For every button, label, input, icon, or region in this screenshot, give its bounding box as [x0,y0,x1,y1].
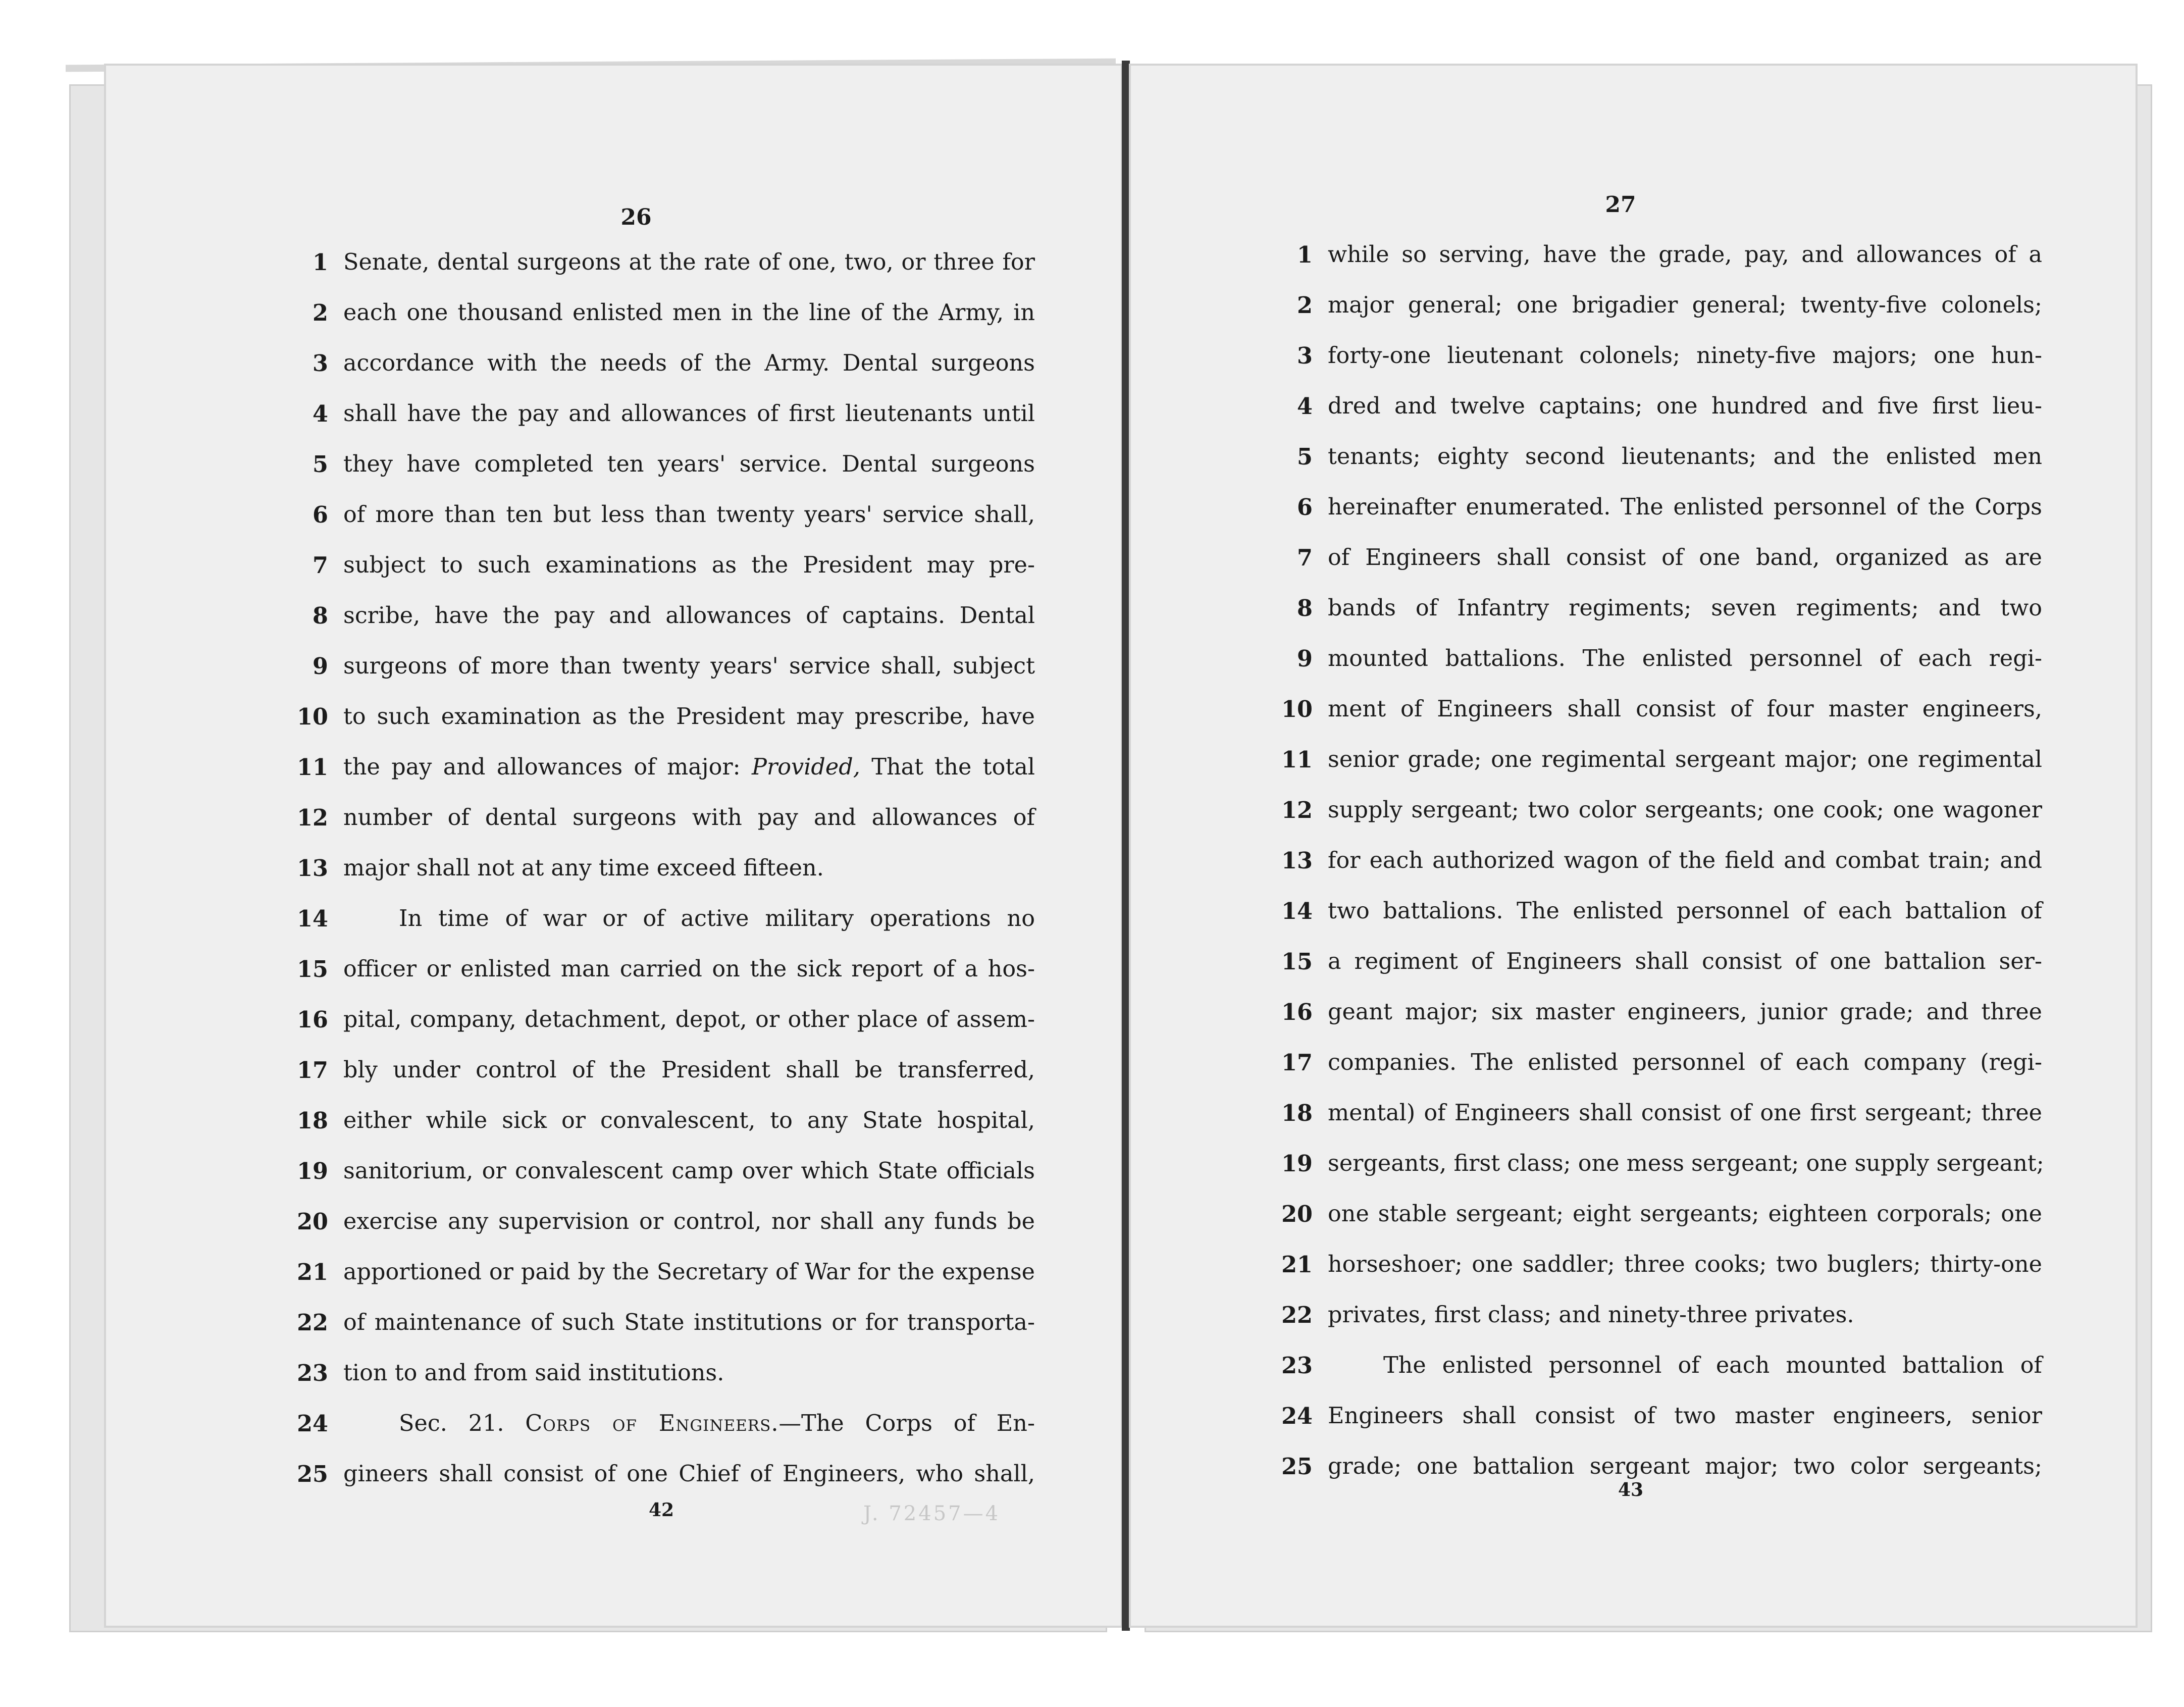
line-text: The enlisted personnel of each mounted battalion of [1383,1353,2042,1378]
line-number: 12 [297,805,328,831]
line-text: of more than ten but less than twenty years' service shall, [343,502,1035,528]
line-number: 14 [1281,898,1313,924]
italic-proviso: Provided, [752,754,860,780]
line-text: geant major; six master engineers, junior grade; and three [1328,999,2042,1025]
left-page [106,66,1121,1626]
printer-mark: J. 72457—4 [863,1502,1001,1525]
line-text: Engineers shall consist of two master engineers, senior [1328,1403,2042,1429]
line-number: 22 [297,1310,328,1336]
line-number: 24 [1281,1403,1313,1429]
line-number: 7 [313,552,328,579]
line-number: 3 [1297,343,1313,369]
line-number: 12 [1281,797,1313,823]
line-text [343,752,1035,783]
line-text: to such examination as the President may prescribe, have [343,704,1035,730]
line-number: 23 [1281,1353,1313,1379]
line-number: 15 [297,956,328,982]
line-text: scribe, have the pay and allowances of captains. Dental [343,603,1035,629]
line-number: 16 [1281,999,1313,1025]
line-text: bands of Infantry regiments; seven regiments; and two [1328,595,2042,621]
line-text: mounted battalions. The enlisted personnel of each regi- [1328,646,2042,671]
line-text: two battalions. The enlisted personnel of each battalion of [1328,898,2042,924]
line-number: 4 [313,401,328,427]
page-number: 26 [620,204,652,230]
line-text: sergeants, first class; one mess sergeant; one supply sergeant; [1328,1151,2044,1176]
line-text: ment of Engineers shall consist of four master engineers, [1328,696,2042,722]
line-number: 21 [1281,1252,1313,1278]
line-number: 9 [1297,646,1313,672]
line-number: 3 [313,350,328,377]
line-text: major general; one brigadier general; twenty-five colonels; [1328,292,2042,318]
line-text: horseshoer; one saddler; three cooks; two buglers; thirty-one [1328,1252,2042,1277]
line-number: 8 [313,603,328,629]
line-number: 9 [313,653,328,680]
line-text: supply sergeant; two color sergeants; one cook; one wagoner [1328,797,2042,823]
line-number: 20 [297,1209,328,1235]
line-text: hereinafter enumerated. The enlisted personnel of the Corps [1328,494,2042,520]
line-text-part: —The Corps of En- [778,1411,1035,1436]
line-text: number of dental surgeons with pay and allowances of [343,805,1035,831]
line-number: 15 [1281,949,1313,975]
line-text: for each authorized wagon of the field and combat train; and [1328,848,2042,873]
line-text: gineers shall consist of one Chief of Engineers, who shall, [343,1461,1035,1487]
line-text: forty-one lieutenant colonels; ninety-five majors; one hun- [1328,343,2042,369]
line-number: 5 [313,451,328,478]
line-text: each one thousand enlisted men in the line of the Army, in [343,300,1035,326]
line-text: In time of war or of active military operations no [399,906,1035,932]
line-number: 20 [1281,1201,1313,1227]
line-number: 8 [1297,595,1313,622]
line-number: 25 [1281,1454,1313,1480]
line-text: of maintenance of such State institutions or for transporta- [343,1310,1035,1335]
book-gutter [1122,61,1130,1631]
line-text: apportioned or paid by the Secretary of War for the expense [343,1259,1035,1285]
line-text: mental) of Engineers shall consist of one first sergeant; three [1328,1100,2042,1126]
line-text-part: That the total [860,754,1035,780]
line-text: either while sick or convalescent, to any State hospital, [343,1108,1035,1133]
line-number: 21 [297,1259,328,1285]
line-number: 2 [313,300,328,326]
line-text: accordance with the needs of the Army. Dental surgeons [343,350,1035,376]
line-number: 7 [1297,545,1313,571]
line-text: of Engineers shall consist of one band, organized as are [1328,545,2042,571]
footer-page-number: 43 [1618,1479,1644,1501]
line-number: 13 [1281,848,1313,874]
line-number: 6 [313,502,328,528]
line-text-part: the pay and allowances of major: [343,754,752,780]
line-text: shall have the pay and allowances of first lieutenants until [343,401,1035,427]
line-text: tion to and from said institutions. [343,1360,724,1386]
line-text: they have completed ten years' service. Dental surgeons [343,451,1035,477]
line-number: 23 [297,1360,328,1386]
line-number: 22 [1281,1302,1313,1328]
line-text: major shall not at any time exceed fifteen. [343,855,824,881]
line-number: 1 [313,249,328,276]
line-number: 14 [297,906,328,932]
line-number: 10 [1281,696,1313,722]
line-text: dred and twelve captains; one hundred and five first lieu- [1328,393,2042,419]
line-number: 5 [1297,444,1313,470]
line-number: 17 [1281,1050,1313,1076]
line-number: 2 [1297,292,1313,319]
section-number: Sec. 21. [399,1411,526,1436]
page-number: 27 [1605,192,1636,218]
left-text-block [293,247,1035,1560]
line-text: while so serving, have the grade, pay, and allowances of a [1328,242,2042,268]
line-text: companies. The enlisted personnel of each company (regi- [1328,1050,2042,1075]
right-text-block [1277,240,2042,1553]
line-text: Senate, dental surgeons at the rate of one, two, or three for [343,249,1035,275]
line-text: privates, first class; and ninety-three privates. [1328,1302,1854,1328]
line-number: 18 [1281,1100,1313,1126]
section-heading-line [399,1409,1035,1439]
line-number: 19 [1281,1151,1313,1177]
line-number: 13 [297,855,328,882]
line-number: 6 [1297,494,1313,521]
line-number: 18 [297,1108,328,1134]
footer-page-number: 42 [648,1499,674,1521]
line-number: 11 [297,754,328,781]
line-number: 11 [1281,747,1313,773]
line-number: 25 [297,1461,328,1487]
right-page [1131,66,2136,1626]
line-number: 1 [1297,242,1313,268]
line-text: surgeons of more than twenty years' service shall, subject [343,653,1035,679]
line-text: bly under control of the President shall be transferred, [343,1057,1035,1083]
line-number: 24 [297,1411,328,1437]
line-text: a regiment of Engineers shall consist of one battalion ser- [1328,949,2042,974]
line-text: subject to such examinations as the President may pre- [343,552,1035,578]
line-text: senior grade; one regimental sergeant major; one regimental [1328,747,2042,772]
line-text: exercise any supervision or control, nor shall any funds be [343,1209,1035,1234]
line-number: 16 [297,1007,328,1033]
line-number: 17 [297,1057,328,1083]
line-text: tenants; eighty second lieutenants; and the enlisted men [1328,444,2042,470]
line-text: pital, company, detachment, depot, or other place of assem- [343,1007,1035,1032]
line-number: 10 [297,704,328,730]
line-number: 4 [1297,393,1313,420]
line-text: officer or enlisted man carried on the sick report of a hos- [343,956,1035,982]
line-text: one stable sergeant; eight sergeants; eighteen corporals; one [1328,1201,2042,1227]
line-text: grade; one battalion sergeant major; two color sergeants; [1328,1454,2042,1479]
open-booklet [50,66,2100,1636]
line-text: sanitorium, or convalescent camp over which State officials [343,1158,1035,1184]
line-number: 19 [297,1158,328,1184]
section-title: Corps of Engineers. [525,1411,779,1436]
